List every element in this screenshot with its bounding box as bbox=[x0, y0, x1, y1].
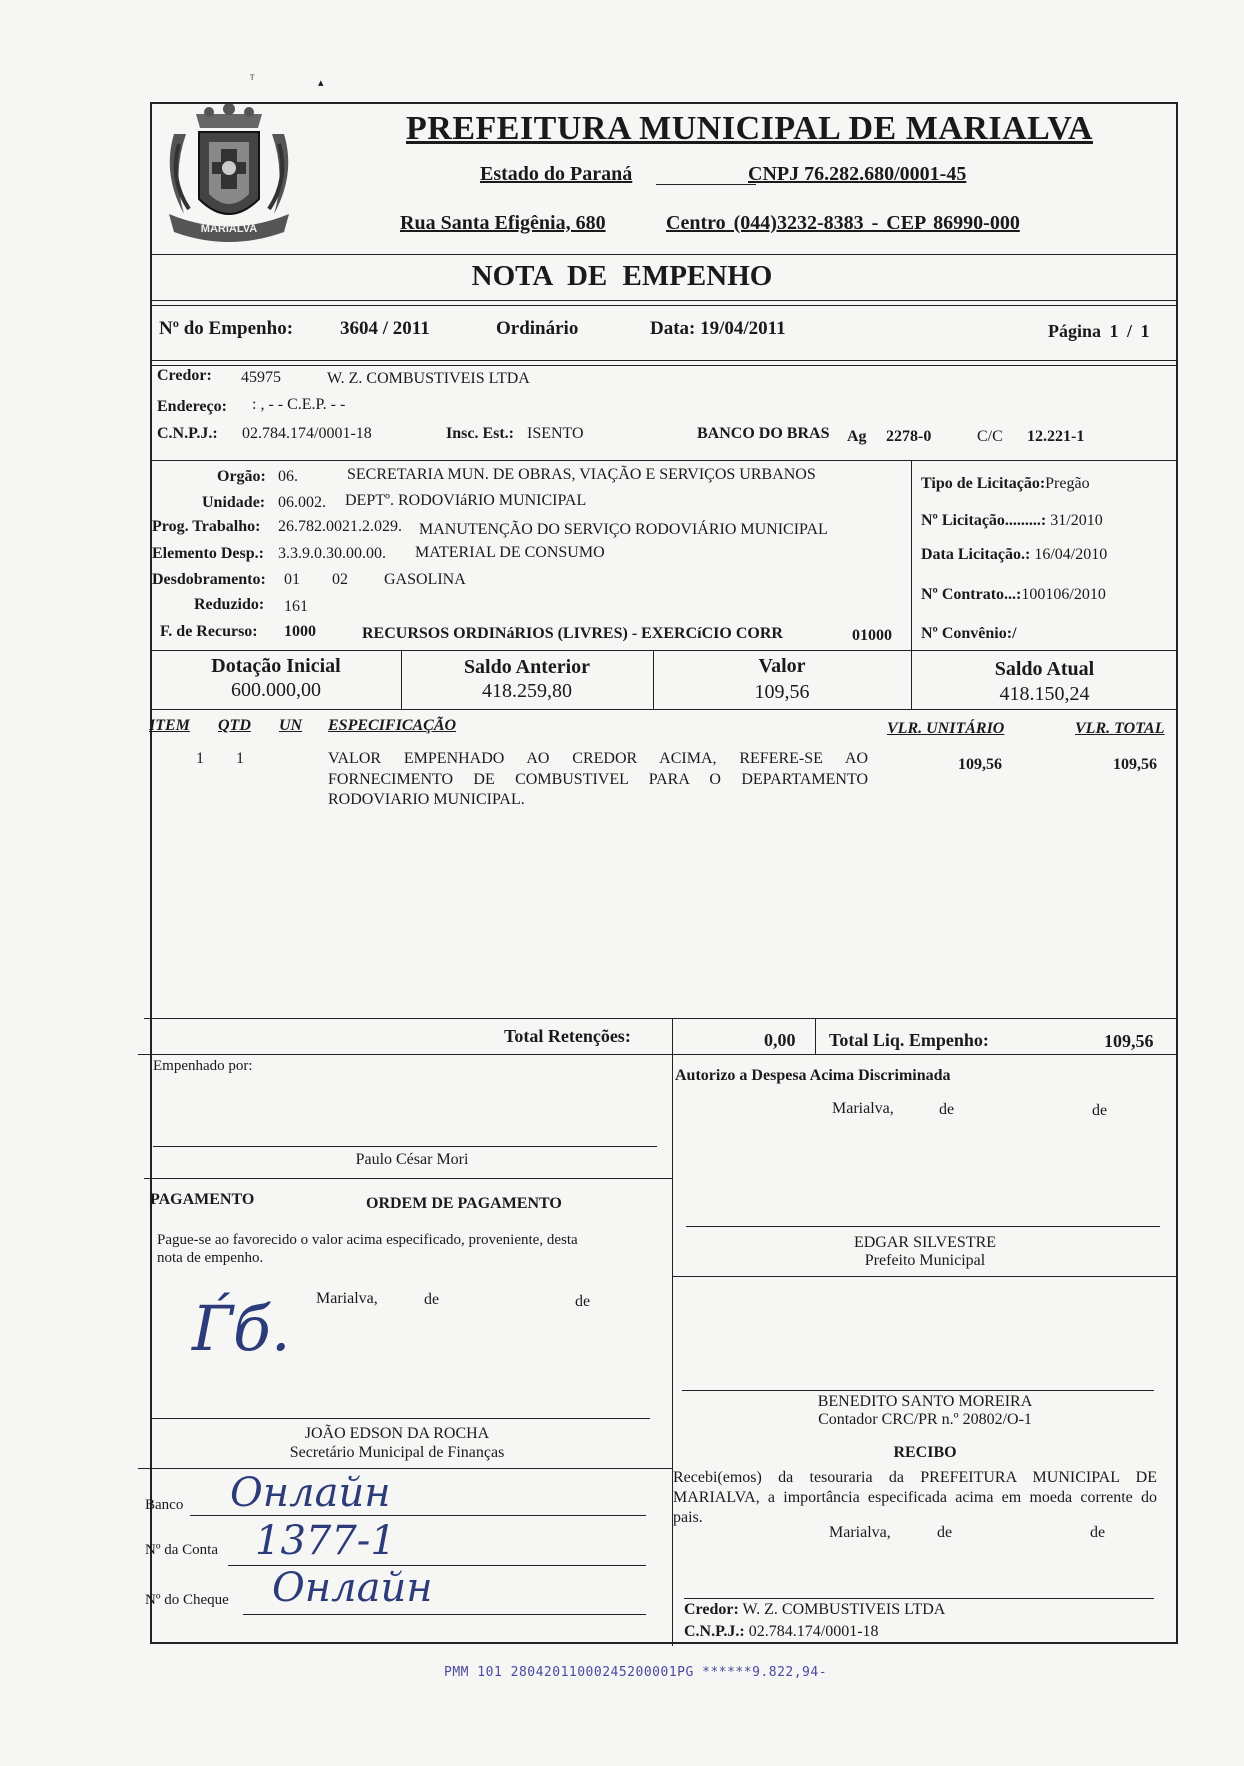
empenho-number: 3604 / 2011 bbox=[340, 318, 430, 339]
unidade-label: Unidade: bbox=[202, 494, 266, 511]
orgao-code: 06. bbox=[278, 468, 298, 485]
scan-mark: ᵀ bbox=[250, 72, 255, 86]
contador-name: BENEDITO SANTO MOREIRA bbox=[817, 1393, 1033, 1410]
page-number: Página 1 / 1 bbox=[1048, 321, 1150, 341]
elemento-label: Elemento Desp.: bbox=[152, 545, 264, 562]
doc-title: NOTA DE EMPENHO bbox=[471, 260, 773, 292]
handwritten-initials: Ѓб. bbox=[192, 1292, 291, 1365]
saldo-atual-label: Saldo Atual bbox=[994, 658, 1095, 680]
pagamento-city: Marialva, bbox=[316, 1290, 378, 1307]
cnpj-value-credor: 02.784.174/0001-18 bbox=[242, 425, 372, 442]
item-vlr-total: 109,56 bbox=[1113, 756, 1157, 773]
prog-label: Prog. Trabalho: bbox=[152, 518, 261, 535]
contador-role: Contador CRC/PR n.º 20802/O-1 bbox=[818, 1411, 1032, 1428]
fonte-label: F. de Recurso: bbox=[160, 623, 258, 640]
prog-desc: MANUTENÇÃO DO SERVIÇO RODOVIÁRIO MUNICIPAL bbox=[419, 521, 828, 538]
cheque-label: Nº do Cheque bbox=[145, 1592, 229, 1608]
recibo-de1: de bbox=[937, 1524, 953, 1541]
elemento-code: 3.3.9.0.30.00.00. bbox=[278, 545, 386, 562]
recibo-label: RECIBO bbox=[893, 1444, 957, 1461]
unidade-code: 06.002. bbox=[278, 494, 326, 511]
desdobramento-label: Desdobramento: bbox=[152, 571, 266, 588]
recibo-de2: de bbox=[1090, 1524, 1106, 1541]
num-licitacao-label: Nº Licitação.........: 31/2010 bbox=[921, 512, 1103, 529]
orgao-desc: SECRETARIA MUN. DE OBRAS, VIAÇÃO E SERVIÇOS URBANOS bbox=[347, 466, 816, 483]
pagamento-de1: de bbox=[424, 1291, 440, 1308]
col-un: UN bbox=[279, 717, 303, 734]
footer-code: PMM 101 28042011000245200001PG ******9.822,94- bbox=[444, 1665, 828, 1680]
col-vlr-unitario: VLR. UNITÁRIO bbox=[887, 720, 1005, 737]
prog-code: 26.782.0021.2.029. bbox=[278, 518, 402, 535]
convenio-label: Nº Convênio:/ bbox=[921, 625, 1017, 642]
header-underline bbox=[656, 184, 756, 185]
pagamento-text2: nota de empenho. bbox=[157, 1250, 264, 1266]
unidade-desc: DEPTº. RODOVIáRIO MUNICIPAL bbox=[345, 492, 587, 509]
retencoes-label: Total Retenções: bbox=[504, 1026, 631, 1046]
contrato-label: Nº Contrato...:100106/2010 bbox=[921, 586, 1106, 603]
col-vlr-total: VLR. TOTAL bbox=[1075, 720, 1165, 737]
col-qtd: QTD bbox=[218, 717, 251, 734]
autorizo-city: Marialva, bbox=[832, 1100, 894, 1117]
desdobramento-b: 02 bbox=[332, 571, 348, 588]
account-value: 12.221-1 bbox=[1027, 428, 1085, 445]
autorizo-label: Autorizo a Despesa Acima Discriminada bbox=[675, 1067, 951, 1084]
recibo-text2: MARIALVA, a importância especificada acima em moeda corrente do bbox=[673, 1489, 1157, 1506]
desdobramento-a: 01 bbox=[284, 571, 300, 588]
recibo-cnpj: C.N.P.J.: 02.784.174/0001-18 bbox=[684, 1623, 879, 1640]
liq-empenho-value: 109,56 bbox=[1104, 1031, 1154, 1051]
desdobramento-desc: GASOLINA bbox=[384, 571, 466, 588]
agency-label: Ag bbox=[847, 428, 867, 445]
empenho-type: Ordinário bbox=[496, 318, 579, 339]
item-desc-line3: RODOVIARIO MUNICIPAL. bbox=[328, 791, 525, 808]
item-desc-line2: FORNECIMENTO DE COMBUSTIVEL PARA O DEPARTAMENTO bbox=[328, 771, 868, 788]
conta-label: Nº da Conta bbox=[145, 1542, 218, 1558]
recibo-text1: Recebi(emos) da tesouraria da PREFEITURA MUNICIPAL DE bbox=[673, 1469, 1157, 1486]
autorizo-name: EDGAR SILVESTRE bbox=[853, 1234, 997, 1251]
coat-of-arms-icon bbox=[154, 104, 304, 254]
bank-name: BANCO DO BRAS bbox=[697, 425, 830, 442]
cnpj-label-credor: C.N.P.J.: bbox=[157, 425, 218, 442]
valor-label: Valor bbox=[758, 655, 806, 677]
ordem-pagamento-label: ORDEM DE PAGAMENTO bbox=[366, 1195, 562, 1212]
endereco-value: : , - - C.E.P. - - bbox=[252, 396, 346, 413]
recibo-city: Marialva, bbox=[829, 1524, 891, 1541]
account-label: C/C bbox=[977, 428, 1003, 445]
dotacao-inicial-value: 600.000,00 bbox=[231, 679, 321, 701]
pagamento-de2: de bbox=[575, 1293, 591, 1310]
empenhado-name: Paulo César Mori bbox=[355, 1151, 469, 1168]
secretario-role: Secretário Municipal de Finanças bbox=[289, 1444, 505, 1461]
handwritten-conta: 1377-1 bbox=[255, 1518, 396, 1564]
cnpj-label: CNPJ 76.282.680/0001-45 bbox=[748, 163, 967, 185]
scan-mark: ▴ bbox=[318, 77, 324, 89]
recibo-text3: pais. bbox=[673, 1509, 703, 1526]
empenho-date: Data: 19/04/2011 bbox=[650, 318, 786, 339]
saldo-atual-value: 418.150,24 bbox=[999, 683, 1090, 705]
tipo-licitacao-label: Tipo de Licitação:Pregão bbox=[921, 475, 1090, 492]
state-label: Estado do Paraná bbox=[480, 163, 633, 185]
fonte-code: 1000 bbox=[284, 623, 316, 640]
liq-empenho-label: Total Liq. Empenho: bbox=[829, 1030, 989, 1050]
insc-value: ISENTO bbox=[527, 425, 584, 442]
recibo-credor: Credor: W. Z. COMBUSTIVEIS LTDA bbox=[684, 1601, 946, 1618]
insc-label: Insc. Est.: bbox=[446, 425, 515, 442]
item-vlr-unitario: 109,56 bbox=[958, 756, 1002, 773]
col-item: ITEM bbox=[149, 717, 190, 734]
agency-value: 2278-0 bbox=[886, 428, 932, 445]
secretario-name: JOÃO EDSON DA ROCHA bbox=[304, 1425, 490, 1442]
address-label: Rua Santa Efigênia, 680 bbox=[400, 212, 606, 234]
item-desc-line1: VALOR EMPENHADO AO CREDOR ACIMA, REFERE-SE AO bbox=[328, 750, 868, 767]
pagamento-label: PAGAMENTO bbox=[150, 1191, 255, 1208]
credor-code: 45975 bbox=[241, 369, 281, 386]
page-title: PREFEITURA MUNICIPAL DE MARIALVA bbox=[406, 110, 1093, 147]
handwritten-banco: Онлайн bbox=[230, 1470, 391, 1516]
col-especificacao: ESPECIFICAÇÃO bbox=[328, 717, 457, 734]
handwritten-cheque: Онлайн bbox=[272, 1565, 433, 1611]
credor-name: W. Z. COMBUSTIVEIS LTDA bbox=[327, 370, 530, 387]
empenho-label: Nº do Empenho: bbox=[159, 318, 294, 339]
saldo-anterior-value: 418.259,80 bbox=[482, 680, 572, 702]
empenhado-label: Empenhado por: bbox=[153, 1058, 253, 1074]
item-number: 1 bbox=[196, 750, 204, 767]
valor-value: 109,56 bbox=[754, 681, 810, 703]
retencoes-value: 0,00 bbox=[764, 1030, 796, 1050]
autorizo-role: Prefeito Municipal bbox=[864, 1252, 986, 1269]
saldo-anterior-label: Saldo Anterior bbox=[463, 656, 591, 678]
reduzido-label: Reduzido: bbox=[194, 596, 265, 613]
item-qtd: 1 bbox=[236, 750, 244, 767]
dotacao-inicial-label: Dotação Inicial bbox=[211, 655, 341, 677]
autorizo-de1: de bbox=[939, 1101, 955, 1118]
elemento-desc: MATERIAL DE CONSUMO bbox=[415, 544, 605, 561]
pagamento-text1: Pague-se ao favorecido o valor acima especificado, proveniente, desta bbox=[157, 1232, 578, 1248]
banco-label: Banco bbox=[145, 1497, 184, 1513]
reduzido-value: 161 bbox=[284, 598, 308, 615]
district-phone-cep: Centro (044)3232-8383 - CEP 86990-000 bbox=[666, 212, 1020, 234]
fonte-num: 01000 bbox=[852, 627, 892, 644]
fonte-desc: RECURSOS ORDINáRIOS (LIVRES) - EXERCíCIO CORR bbox=[362, 625, 783, 642]
autorizo-de2: de bbox=[1092, 1102, 1108, 1119]
svg-text:MARIALVA: MARIALVA bbox=[200, 223, 258, 235]
orgao-label: Orgão: bbox=[217, 468, 266, 485]
data-licitacao-label: Data Licitação.: 16/04/2010 bbox=[921, 546, 1108, 563]
endereco-label: Endereço: bbox=[157, 398, 227, 415]
credor-label: Credor: bbox=[157, 367, 212, 384]
